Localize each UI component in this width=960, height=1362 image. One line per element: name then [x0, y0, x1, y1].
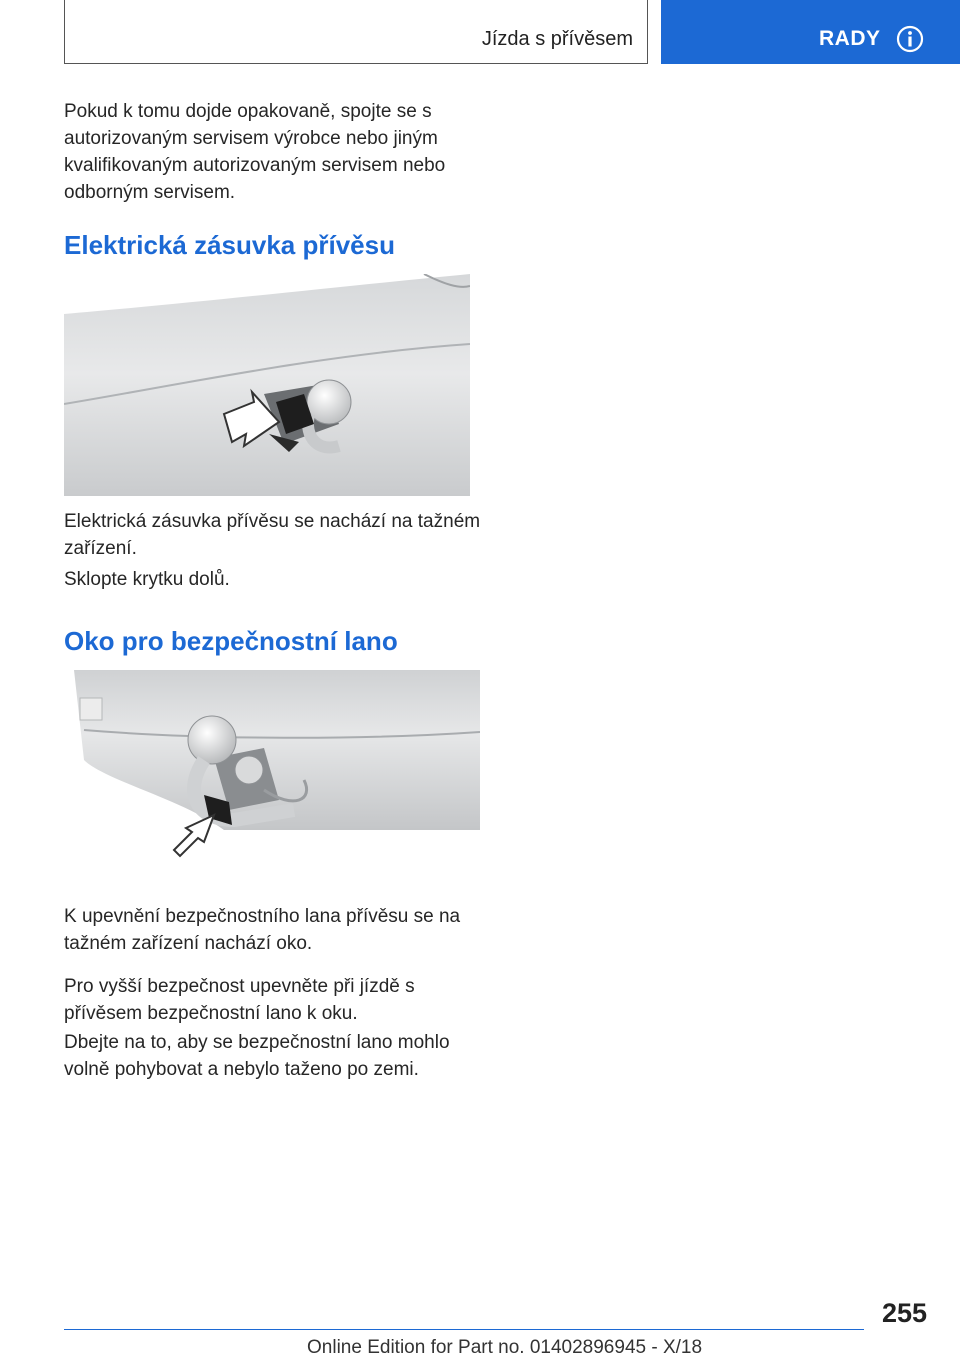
- safety-eye-illustration: [64, 670, 480, 866]
- header-chapter-tab[interactable]: [661, 0, 960, 64]
- header-section-box: [64, 0, 648, 64]
- trailer-socket-illustration: [64, 274, 470, 496]
- intro-paragraph: Pokud k tomu dojde opakovaně, spojte se s autorizovaným servisem výrobce nebo jiným kvalifikovaným autorizovaným servisem nebo odborným servisem.: [64, 101, 446, 203]
- page-number: 255: [881, 1298, 927, 1328]
- socket-location-text: Elektrická zásuvka přívěsu se nachází na tažném zařízení.: [64, 511, 481, 559]
- socket-instruction-text: Sklopte krytku dolů.: [64, 569, 230, 590]
- section-title: Jízda s přívěsem: [481, 28, 633, 50]
- safety-cable-instruction-text: Pro vyšší bezpečnost upevněte při jízdě s přívěsem bezpečnostní lano k oku.: [64, 976, 415, 1024]
- footer-edition-link[interactable]: Online Edition for Part no. 01402896945 - X/18: [307, 1337, 703, 1358]
- safety-cable-note-text: Dbejte na to, aby se bezpečnostní lano mohlo volně pohybovat a nebylo taženo po zemi.: [64, 1032, 450, 1080]
- safety-eye-location-text: K upevnění bezpečnostního lana přívěsu se na tažném zařízení nachází oko.: [64, 906, 461, 954]
- section-heading-trailer-socket: Elektrická zásuvka přívěsu: [64, 230, 395, 260]
- section-heading-safety-eye: Oko pro bezpečnostní lano: [64, 626, 398, 656]
- footer-divider: [64, 1329, 864, 1330]
- chapter-label: RADY: [819, 27, 881, 50]
- info-circle-icon: [896, 25, 924, 53]
